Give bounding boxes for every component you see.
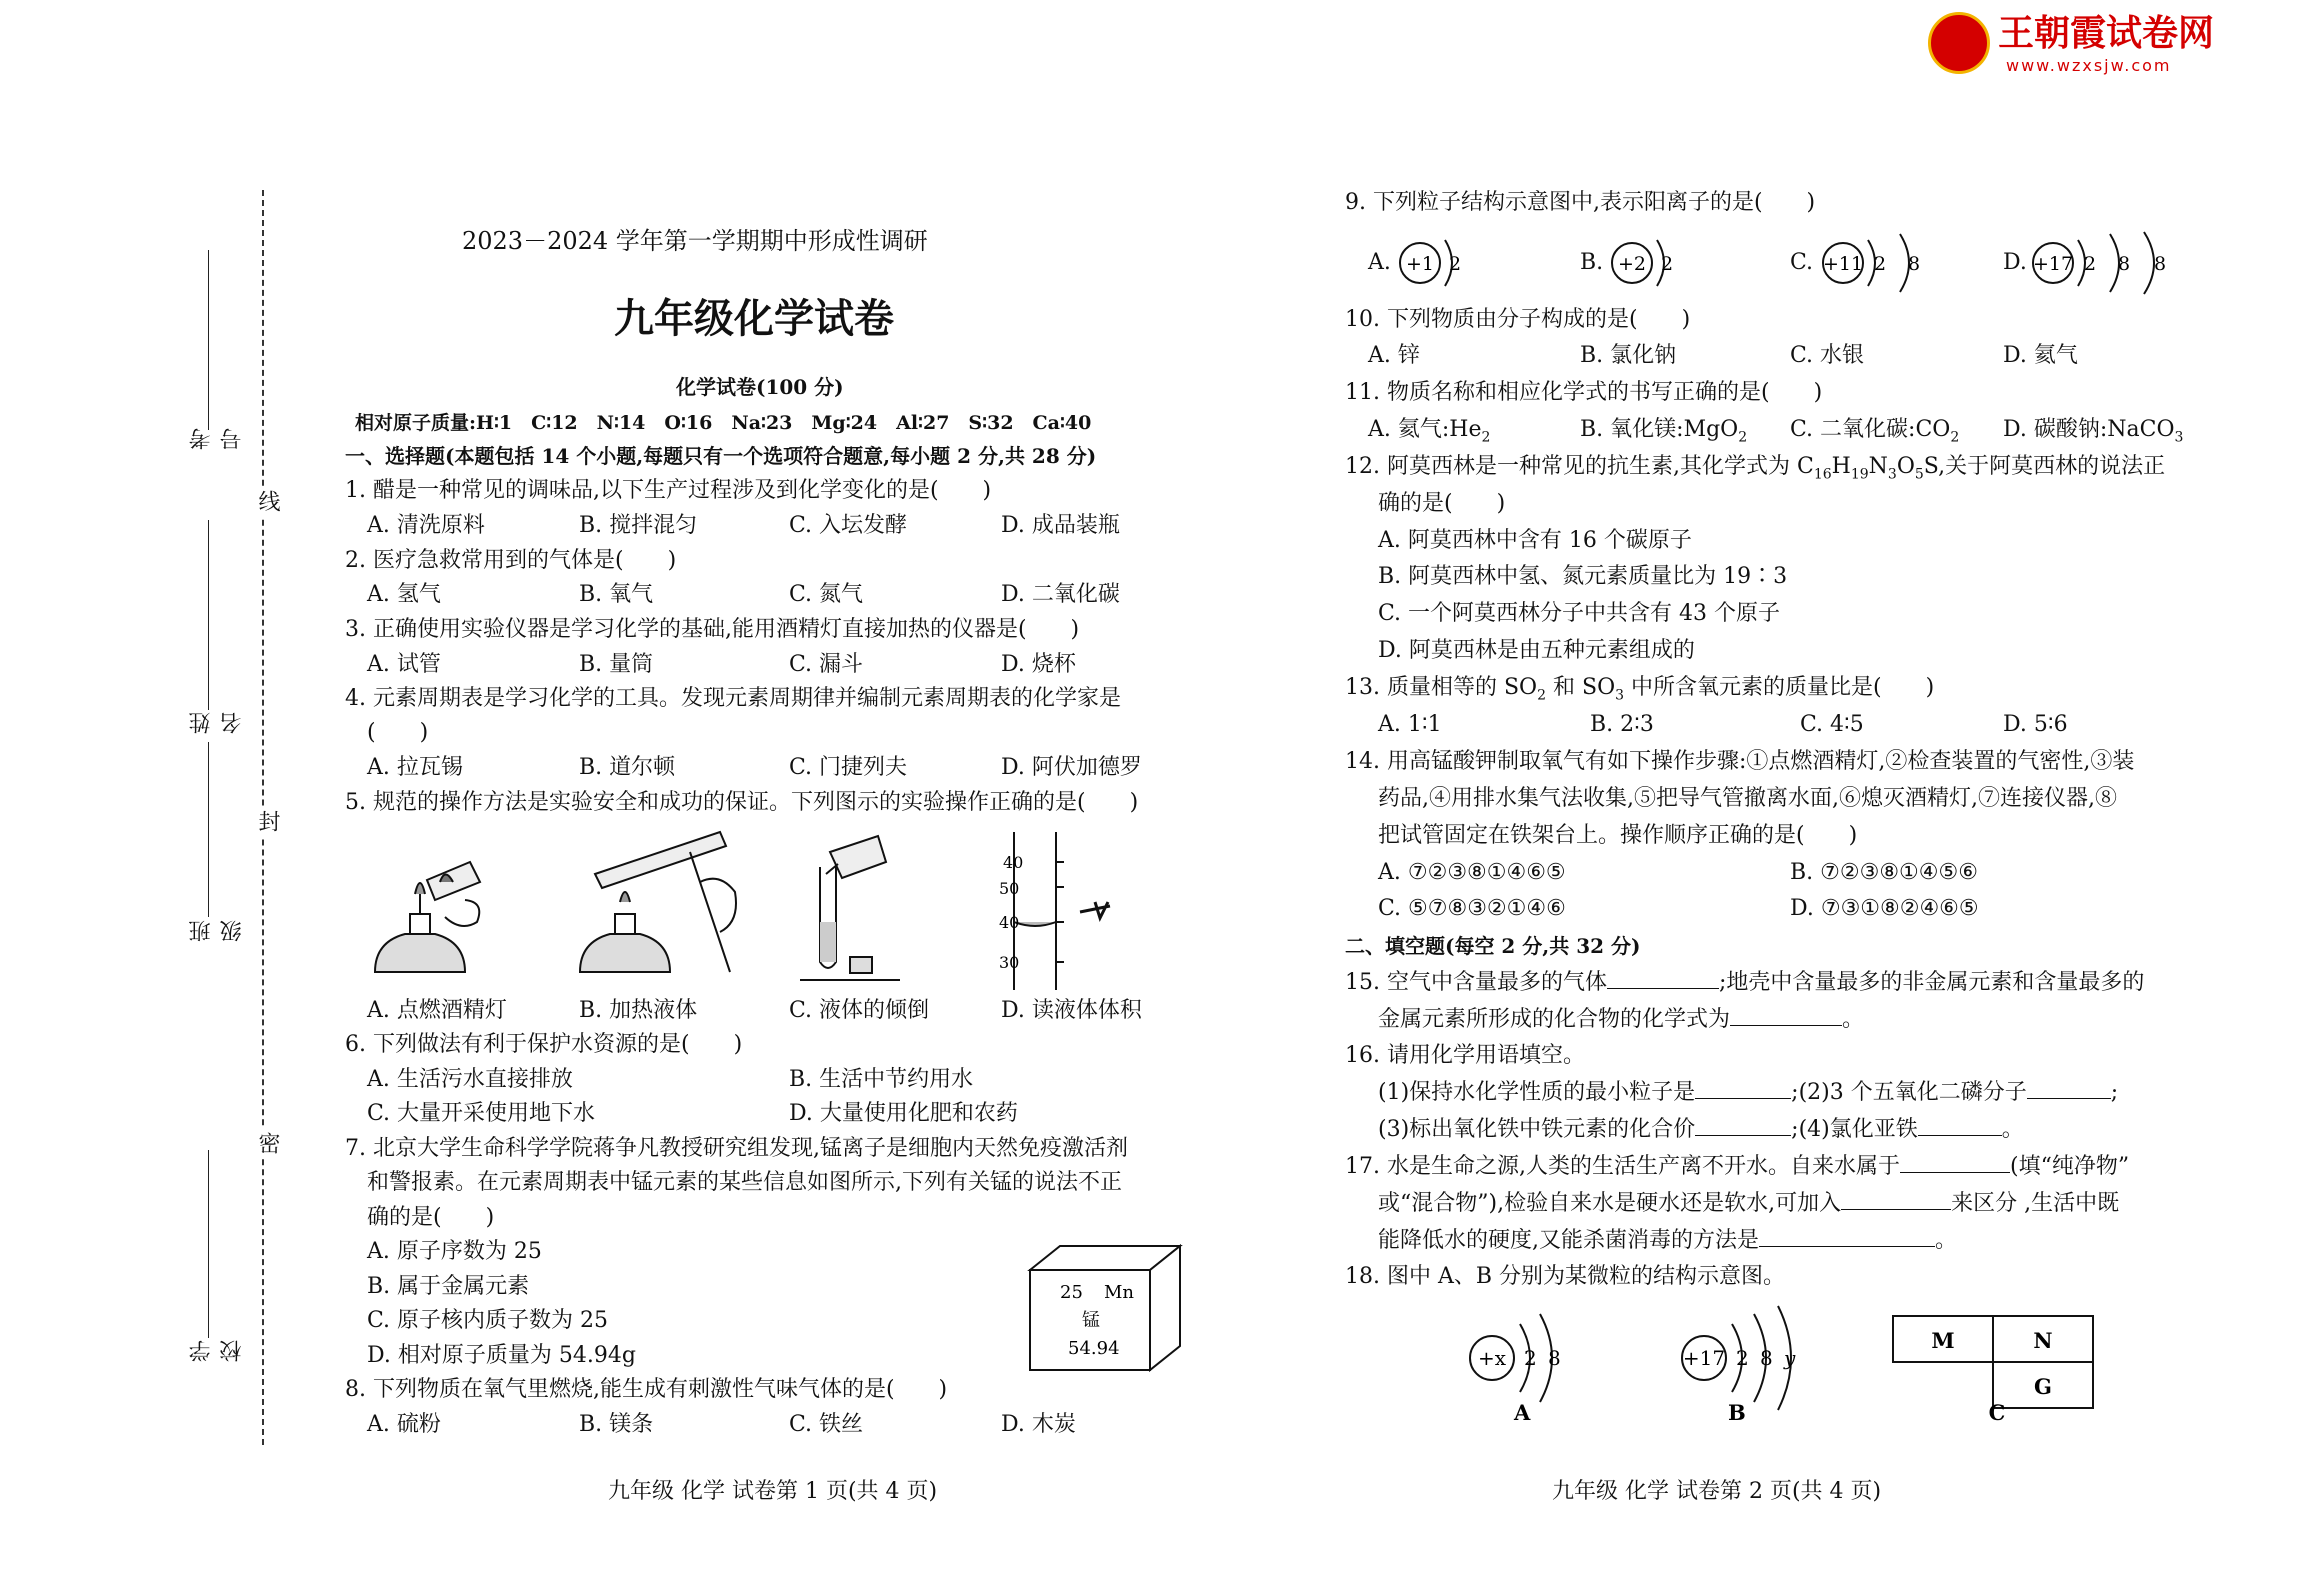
q1-option-d[interactable]: D. 成品装瓶 [1001, 513, 1120, 538]
q11-option-b[interactable]: B. 氧化镁:MgO$_2$ [1580, 417, 1748, 446]
q15-blank-2[interactable] [1730, 1006, 1842, 1026]
q14-option-b[interactable]: B. ⑦②③⑧①④⑤⑥ [1790, 860, 1978, 885]
element-mass: 54.94 [1068, 1338, 1120, 1359]
q9-c-shell-1: 2 [1874, 253, 1887, 275]
q12-option-d[interactable]: D. 阿莫西林是由五种元素组成的 [1378, 638, 1695, 663]
q2-option-b[interactable]: B. 氧气 [579, 582, 654, 607]
q6-option-a[interactable]: A. 生活污水直接排放 [367, 1067, 573, 1092]
q18-c-table [1885, 1308, 2095, 1424]
heating-liquid-figure [580, 832, 736, 972]
q2-stem: 2. 医疗急救常用到的气体是( ) [345, 548, 677, 573]
q16-blank-3[interactable] [1695, 1116, 1791, 1136]
q18-a-shell-1: 2 [1524, 1346, 1537, 1370]
q17-blank-3[interactable] [1759, 1227, 1935, 1247]
q9-a-atom [1395, 226, 1475, 300]
q6-option-b[interactable]: B. 生活中节约用水 [789, 1067, 974, 1092]
q9-d-shell-2: 8 [2118, 253, 2131, 275]
q11-stem: 11. 物质名称和相应化学式的书写正确的是( ) [1345, 380, 1823, 405]
q9-b-core: +2 [1617, 253, 1647, 275]
q15-line-2: 金属元素所形成的化合物的化学式为 。 [1378, 1007, 1865, 1032]
q17-line-2: 或“混合物”),检验自来水是硬水还是软水,可加入 来区分 ,生活中既 [1378, 1191, 2120, 1216]
q18-b-shell-3: y [1784, 1346, 1796, 1370]
q2-option-a[interactable]: A. 氢气 [367, 582, 441, 607]
logo-url: www.wzxsjw.com [2006, 56, 2172, 75]
q12-stem: 12. 阿莫西林是一种常见的抗生素,其化学式为 $C_{16}H_{19}N_3O_5S$,关于阿莫西林的说法正 [1345, 454, 2166, 483]
q5-figures [365, 822, 1185, 994]
cyl-tick-40-top: 40 [1003, 853, 1024, 872]
q5-option-c[interactable]: C. 液体的倾倒 [789, 998, 930, 1023]
q18-a-core: +x [1477, 1346, 1507, 1370]
page-1-footer: 九年级 化学 试卷第 1 页(共 4 页) [608, 1479, 938, 1504]
cyl-tick-40: 40 [999, 913, 1020, 932]
q18-cell-g: G [2034, 1374, 2052, 1399]
q9-c-shell-2: 8 [1908, 253, 1921, 275]
q12-stem-cont: 确的是( ) [1378, 491, 1506, 516]
q7-option-a[interactable]: A. 原子序数为 25 [367, 1239, 542, 1264]
logo-name: 王朝霞试卷网 [1998, 13, 2215, 54]
q18-b-core: +17 [1682, 1346, 1726, 1370]
q4-option-c[interactable]: C. 门捷列夫 [789, 755, 908, 780]
q7-stem-cont: 和警报素。在元素周期表中锰元素的某些信息如图所示,下列有关锰的说法不正 [367, 1170, 1122, 1195]
q18-cell-m: M [1931, 1328, 1955, 1353]
q7-stem: 7. 北京大学生命科学学院蒋争凡教授研究组发现,锰离子是细胞内天然免疫激活剂 [345, 1136, 1128, 1161]
school-line [208, 1150, 209, 1338]
site-logo[interactable] [1928, 12, 2248, 78]
q18-b-atom [1672, 1300, 1852, 1424]
q18-a-label: A [1514, 1400, 1531, 1424]
q9-option-b[interactable]: B. [1580, 250, 1604, 275]
q13-stem: 13. 质量相等的 $SO_2$ 和 $SO_3$ 中所含氧元素的质量比是( ) [1345, 675, 1935, 704]
q3-stem: 3. 正确使用实验仪器是学习化学的基础,能用酒精灯直接加热的仪器是( ) [345, 617, 1080, 642]
q11-option-a[interactable]: A. 氦气$:He_2$ [1368, 417, 1491, 446]
section2-title: 二、填空题(每空 2 分,共 32 分) [1345, 934, 1641, 958]
q4-option-a[interactable]: A. 拉瓦锡 [367, 755, 463, 780]
q9-option-c[interactable]: C. [1790, 250, 1814, 275]
class-label: 班级 [189, 920, 245, 942]
q9-stem: 9. 下列粒子结构示意图中,表示阳离子的是( ) [1345, 190, 1816, 215]
name-line [208, 520, 209, 710]
q18-a-atom [1460, 1300, 1600, 1424]
q18-stem: 18. 图中 A、B 分别为某微粒的结构示意图。 [1345, 1264, 1786, 1289]
q9-d-core: +17 [2032, 253, 2074, 275]
q9-b-shell-1: 2 [1661, 253, 1674, 275]
q8-option-c[interactable]: C. 铁丝 [789, 1412, 864, 1437]
q11-option-d[interactable]: D. 碳酸钠:NaCO$_3$ [2003, 417, 2184, 446]
q2-option-c[interactable]: C. 氮气 [789, 582, 864, 607]
reading-volume-figure [1014, 832, 1110, 990]
page-2-footer: 九年级 化学 试卷第 2 页(共 4 页) [1552, 1479, 1882, 1504]
q3-option-b[interactable]: B. 量筒 [579, 652, 654, 677]
q12-option-c[interactable]: C. 一个阿莫西林分子中共含有 43 个原子 [1378, 601, 1781, 626]
q4-option-d[interactable]: D. 阿伏加德罗 [1001, 755, 1142, 780]
q3-option-a[interactable]: A. 试管 [367, 652, 441, 677]
q10-option-a[interactable]: A. 锌 [1368, 343, 1420, 368]
cyl-tick-50: 50 [999, 879, 1020, 898]
q17-blank-1[interactable] [1900, 1153, 2010, 1173]
q10-stem: 10. 下列物质由分子构成的是( ) [1345, 307, 1691, 332]
q17-line-3: 能降低水的硬度,又能杀菌消毒的方法是 。 [1378, 1228, 1958, 1253]
q9-c-atom [1818, 226, 1938, 300]
q15-blank-1[interactable] [1607, 969, 1719, 989]
q18-b-shell-1: 2 [1736, 1346, 1749, 1370]
q14-option-c[interactable]: C. ⑤⑦⑧③②①④⑥ [1378, 896, 1566, 921]
q12-option-b[interactable]: B. 阿莫西林中氢、氮元素质量比为 19∶3 [1378, 564, 1788, 589]
q13-option-a[interactable]: A. 1∶1 [1378, 712, 1442, 737]
q15-line-1: 15. 空气中含量最多的气体 ;地壳中含量最多的非金属元素和含量最多的 [1345, 970, 2145, 995]
q18-a-shell-2: 8 [1548, 1346, 1561, 1370]
q14-stem-cont: 药品,④用排水集气法收集,⑤把导气管撤离水面,⑥熄灭酒精灯,⑦连接仪器,⑧ [1378, 786, 2117, 811]
q4-stem: 4. 元素周期表是学习化学的工具。发现元素周期律并编制元素周期表的化学家是 [345, 686, 1121, 711]
name-label: 姓名 [189, 712, 245, 734]
q11-option-c[interactable]: C. 二氧化碳$:CO_2$ [1790, 417, 1960, 446]
q9-c-core: +11 [1822, 253, 1864, 275]
q17-line-1: 17. 水是生命之源,人类的生活生产离不开水。自来水属于 (填“纯净物” [1345, 1154, 2130, 1179]
q5-option-d[interactable]: D. 读液体体积 [1001, 998, 1142, 1023]
q2-option-d[interactable]: D. 二氧化碳 [1001, 582, 1120, 607]
atomic-masses: 相对原子质量:H∶1 C∶12 N∶14 O∶16 Na∶23 Mg∶24 Al∶27 S∶32 Ca∶40 [355, 412, 1092, 434]
q17-blank-2[interactable] [1841, 1190, 1951, 1210]
q13-option-d[interactable]: D. 5∶6 [2003, 712, 2068, 737]
q8-option-b[interactable]: B. 镁条 [579, 1412, 654, 1437]
q13-option-c[interactable]: C. 4∶5 [1800, 712, 1864, 737]
q8-stem: 8. 下列物质在氧气里燃烧,能生成有刺激性气味气体的是( ) [345, 1377, 948, 1402]
element-number: 25 [1060, 1282, 1083, 1303]
q1-option-a[interactable]: A. 清洗原料 [367, 513, 485, 538]
q3-option-c[interactable]: C. 漏斗 [789, 652, 864, 677]
seal-word-secret: 密 [252, 1128, 283, 1158]
q9-b-atom [1607, 226, 1687, 300]
q10-option-b[interactable]: B. 氯化钠 [1580, 343, 1677, 368]
exam-number-line [208, 250, 209, 430]
q14-stem: 14. 用高锰酸钾制取氧气有如下操作步骤:①点燃酒精灯,②检查装置的气密性,③装 [1345, 749, 2135, 774]
q1-stem: 1. 醋是一种常见的调味品,以下生产过程涉及到化学变化的是( ) [345, 478, 992, 503]
q16-blank-2[interactable] [2027, 1079, 2111, 1099]
element-symbol: Mn [1104, 1282, 1135, 1303]
q10-option-d[interactable]: D. 氦气 [2003, 343, 2078, 368]
class-line [208, 742, 209, 917]
q9-a-shell-1: 2 [1449, 253, 1462, 275]
q14-option-a[interactable]: A. ⑦②③⑧①④⑥⑤ [1378, 860, 1566, 885]
q7-option-c[interactable]: C. 原子核内质子数为 25 [367, 1308, 609, 1333]
q16-blank-1[interactable] [1695, 1079, 1791, 1099]
q18-b-label: B [1728, 1400, 1746, 1424]
pouring-liquid-figure [800, 836, 900, 980]
q6-option-d[interactable]: D. 大量使用化肥和农药 [789, 1101, 1018, 1126]
q18-c-label: C [1988, 1400, 2006, 1424]
q1-option-c[interactable]: C. 入坛发酵 [789, 513, 908, 538]
q4-option-b[interactable]: B. 道尔顿 [579, 755, 676, 780]
q6-stem: 6. 下列做法有利于保护水资源的是( ) [345, 1032, 743, 1057]
q9-option-a[interactable]: A. [1368, 250, 1391, 275]
q16-line-2: (3)标出氧化铁中铁元素的化合价 ;(4)氯化亚铁 。 [1378, 1117, 2024, 1142]
q3-option-d[interactable]: D. 烧杯 [1001, 652, 1076, 677]
cyl-tick-30: 30 [999, 953, 1020, 972]
manganese-element-card [1020, 1240, 1190, 1376]
seal-word-line: 线 [252, 486, 283, 516]
element-name: 锰 [1082, 1310, 1100, 1331]
exam-subtitle: 化学试卷(100 分) [676, 375, 844, 399]
q7-option-d[interactable]: D. 相对原子质量为 54.94g [367, 1343, 636, 1368]
q8-option-a[interactable]: A. 硫粉 [367, 1412, 441, 1437]
q5-stem: 5. 规范的操作方法是实验安全和成功的保证。下列图示的实验操作正确的是( ) [345, 790, 1139, 815]
q16-blank-4[interactable] [1918, 1116, 2002, 1136]
q9-d-shell-3: 8 [2154, 253, 2167, 275]
page-title: 九年级化学试卷 [614, 295, 894, 342]
q5-option-b[interactable]: B. 加热液体 [579, 998, 698, 1023]
q9-d-atom [2028, 226, 2188, 300]
exam-term: 2023－2024 学年第一学期期中形成性调研 [462, 227, 928, 255]
q4-stem-cont: ( ) [367, 720, 429, 745]
q1-option-b[interactable]: B. 搅拌混匀 [579, 513, 698, 538]
q16-line-1: (1)保持水化学性质的最小粒子是 ;(2)3 个五氧化二磷分子 ; [1378, 1080, 2119, 1105]
q6-option-c[interactable]: C. 大量开采使用地下水 [367, 1101, 596, 1126]
q9-option-d[interactable]: D. [2003, 250, 2027, 275]
school-label: 学校 [189, 1340, 245, 1362]
q14-option-d[interactable]: D. ⑦③①⑧②④⑥⑤ [1790, 896, 1979, 921]
q9-d-shell-1: 2 [2084, 253, 2097, 275]
q8-option-d[interactable]: D. 木炭 [1001, 1412, 1076, 1437]
logo-seal-icon [1928, 12, 1990, 74]
section1-title: 一、选择题(本题包括 14 个小题,每题只有一个选项符合题意,每小题 2 分,共 28 分) [345, 444, 1097, 468]
q18-b-shell-2: 8 [1760, 1346, 1773, 1370]
q7-stem-end: 确的是( ) [367, 1205, 495, 1230]
exam-number-label: 考号 [189, 428, 245, 450]
q5-option-a[interactable]: A. 点燃酒精灯 [367, 998, 507, 1023]
q16-stem: 16. 请用化学用语填空。 [1345, 1043, 1585, 1068]
q13-option-b[interactable]: B. 2∶3 [1590, 712, 1654, 737]
q7-option-b[interactable]: B. 属于金属元素 [367, 1274, 530, 1299]
lamp-lighting-figure [375, 862, 480, 972]
q14-stem-end: 把试管固定在铁架台上。操作顺序正确的是( ) [1378, 823, 1858, 848]
q18-cell-n: N [2033, 1328, 2053, 1353]
q10-option-c[interactable]: C. 水银 [1790, 343, 1865, 368]
seal-word-seal: 封 [252, 806, 283, 836]
q9-a-core: +1 [1405, 253, 1435, 275]
q12-option-a[interactable]: A. 阿莫西林中含有 16 个碳原子 [1378, 528, 1692, 553]
